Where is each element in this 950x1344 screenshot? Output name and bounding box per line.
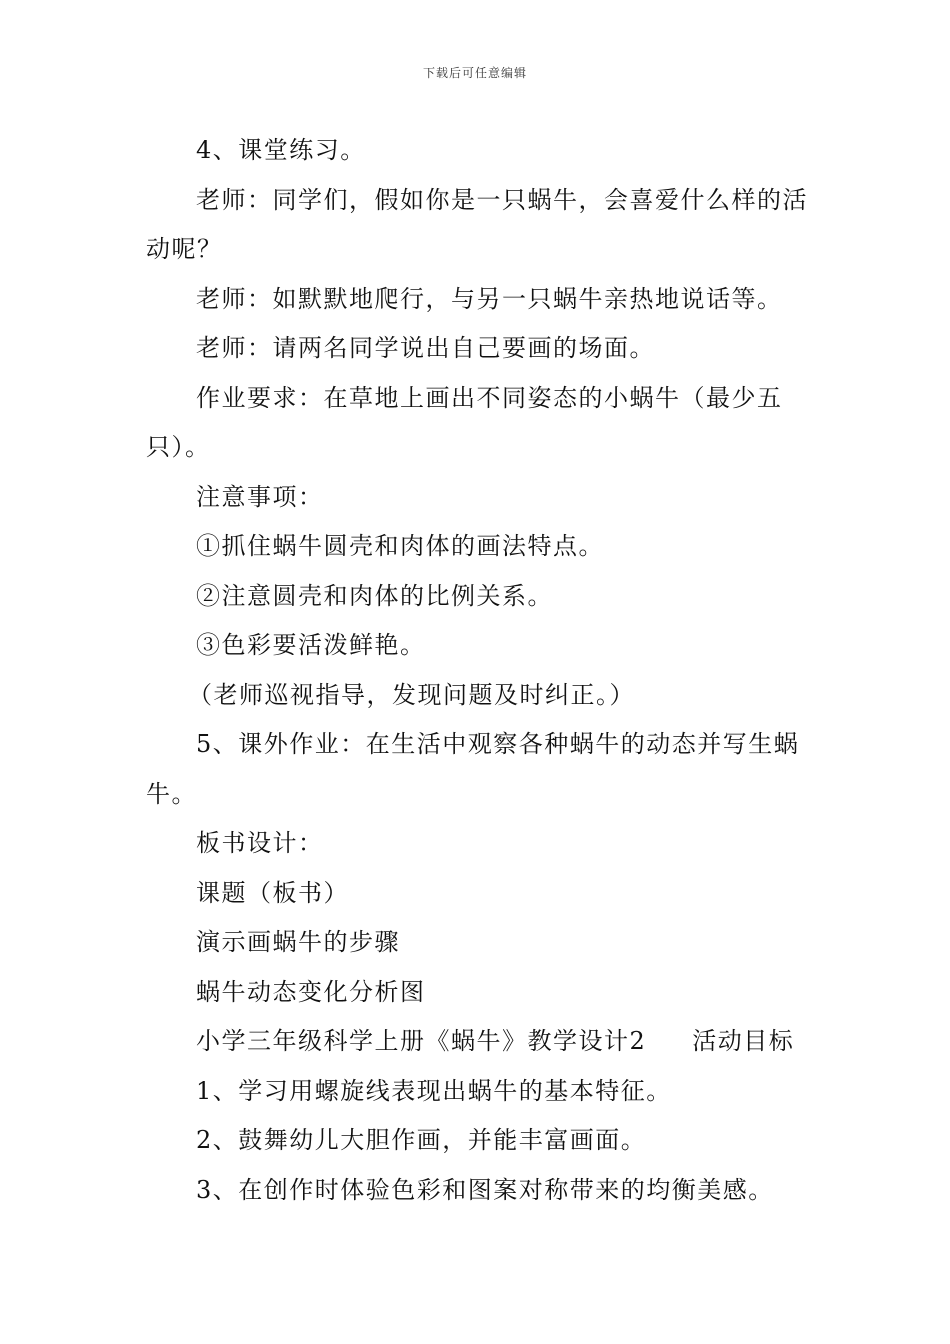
document-body	[146, 126, 811, 1215]
paragraph-note-3: ③色彩要活泼鲜艳。	[196, 631, 426, 659]
goal-item: 3、在创作时体验色彩和图案对称带来的均衡美感。	[196, 1175, 774, 1204]
page-header: 下载后可任意编辑	[422, 66, 527, 80]
title-line	[146, 1017, 811, 1067]
paragraph-teacher-question: 老师：同学们，假如你是一只蜗牛，会喜爱什么样的活动呢？	[146, 185, 808, 263]
paragraph-note-2: ②注意圆壳和肉体的比例关系。	[196, 581, 553, 610]
paragraph-practice: 4、课堂练习。	[196, 136, 366, 164]
paragraph-board-analysis: 蜗牛动态变化分析图	[196, 977, 426, 1006]
paragraph-homework-requirement: 作业要求：在草地上画出不同姿态的小蜗牛（最少五只）。	[146, 383, 783, 461]
paragraph-teacher-patrol: （老师巡视指导，发现问题及时纠正。）	[188, 680, 635, 709]
paragraph-teacher-request: 老师：请两名同学说出自己要画的场面。	[196, 334, 655, 362]
paragraph-extracurricular: 5、课外作业：在生活中观察各种蜗牛的动态并写生蜗牛。	[146, 730, 800, 808]
paragraph-board-steps: 演示画蜗牛的步骤	[196, 928, 400, 956]
goal-item: 1、学习用螺旋线表现出蜗牛的基本特征。	[196, 1076, 672, 1105]
section-heading: 活动目标	[692, 1027, 795, 1055]
paragraph-board-design: 板书设计：	[196, 829, 324, 857]
paragraph-note-1: ①抓住蜗牛圆壳和肉体的画法特点。	[196, 532, 604, 560]
paragraph-notes-heading: 注意事项：	[196, 482, 324, 511]
goal-item: 2、鼓舞幼儿大胆作画，并能丰富画面。	[196, 1126, 647, 1154]
lesson-title: 小学三年级科学上册《蜗牛》教学设计2	[196, 1027, 647, 1055]
paragraph-teacher-example: 老师：如默默地爬行，与另一只蜗牛亲热地说话等。	[196, 284, 783, 313]
paragraph-board-topic: 课题（板书）	[196, 878, 349, 907]
